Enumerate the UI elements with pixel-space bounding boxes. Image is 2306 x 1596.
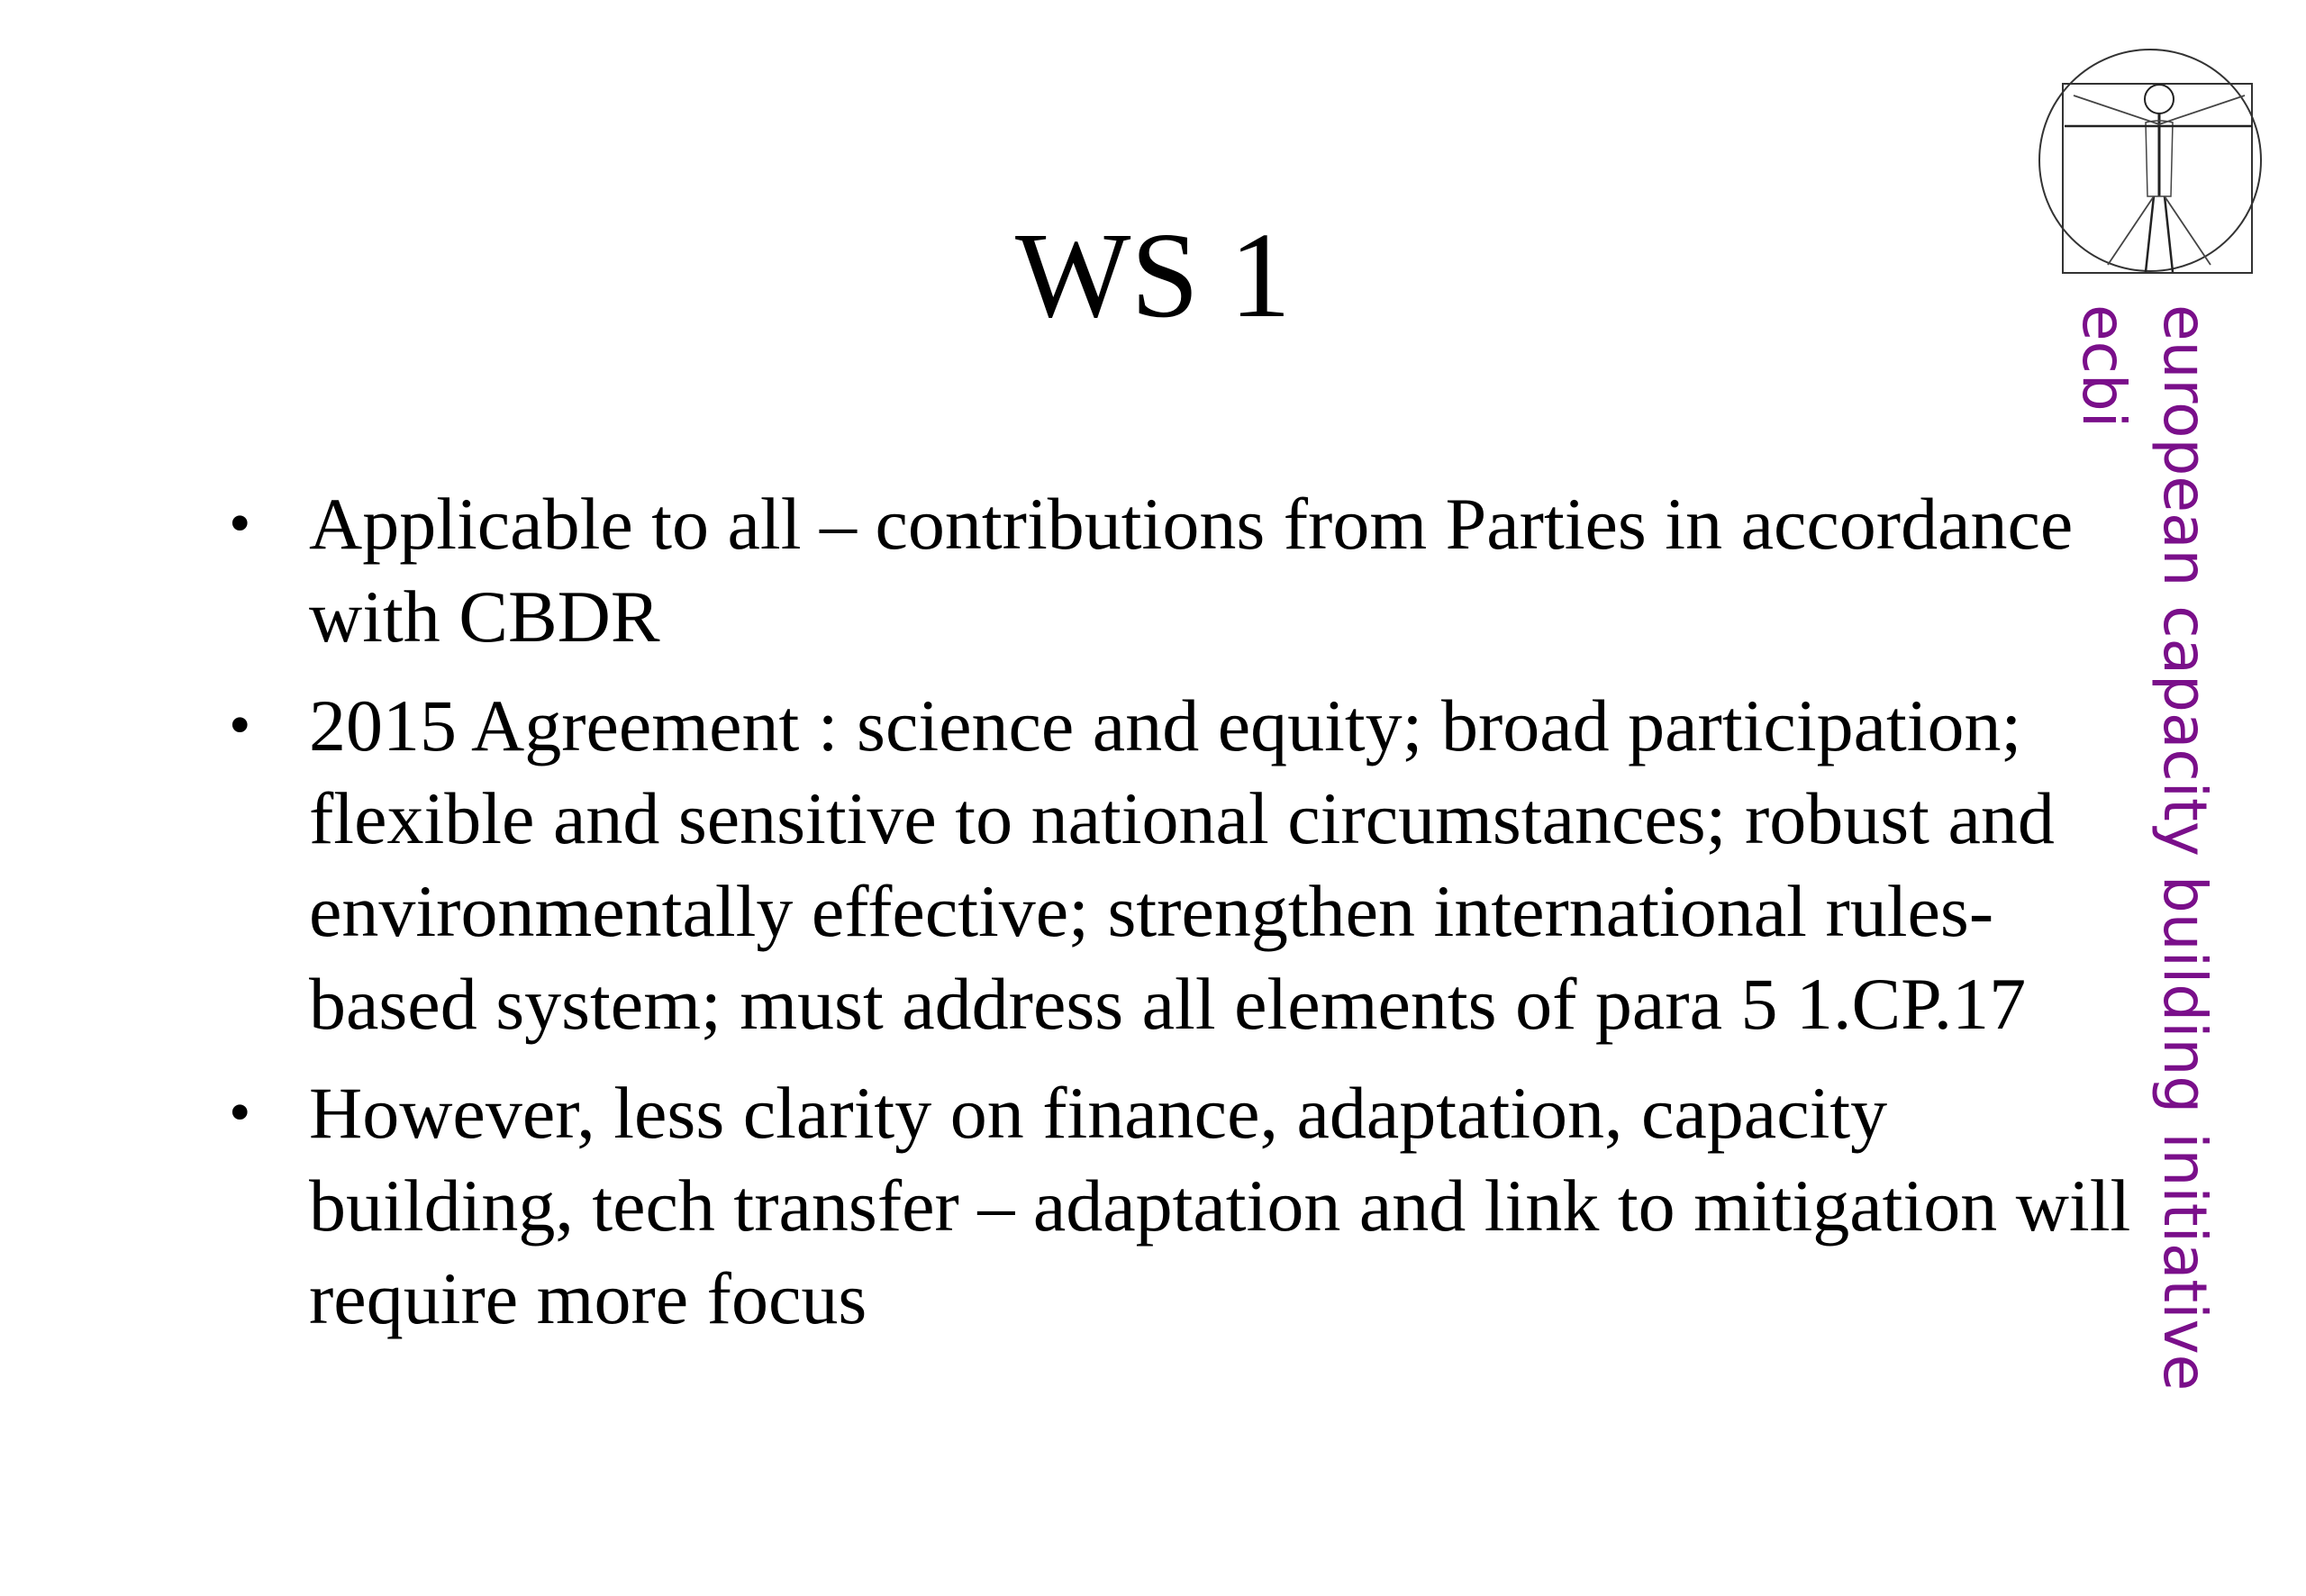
ecbi-branding [2063,304,2225,1391]
slide-title: WS 1 [1015,208,1291,343]
branding-full-name: european capacity building initiative [2150,304,2220,1392]
bullet-icon: • [229,691,251,760]
bullet-text: Applicable to all – contributions from Parties in accordance with CBDR [309,483,2074,657]
bullet-item [216,1066,2135,1345]
bullet-item [216,679,2135,1050]
bullet-text: 2015 Agreement : science and equity; broad participation; flexible and sensitive to national circumstances; robust and environmentally effective; strengthen international rules-based system; must address all elements of para 5 1.CP.17 [309,685,2055,1045]
vitruvian-man-icon [2036,43,2265,277]
bullet-list [216,477,2135,1361]
branding-acronym: ecbi [2069,304,2138,429]
bullet-icon: • [229,1078,251,1147]
bullet-text: However, less clarity on finance, adaptation, capacity building, tech transfer – adaptation and link to mitigation will require more focus [309,1072,2131,1339]
bullet-item [216,477,2135,663]
bullet-icon: • [229,489,251,558]
